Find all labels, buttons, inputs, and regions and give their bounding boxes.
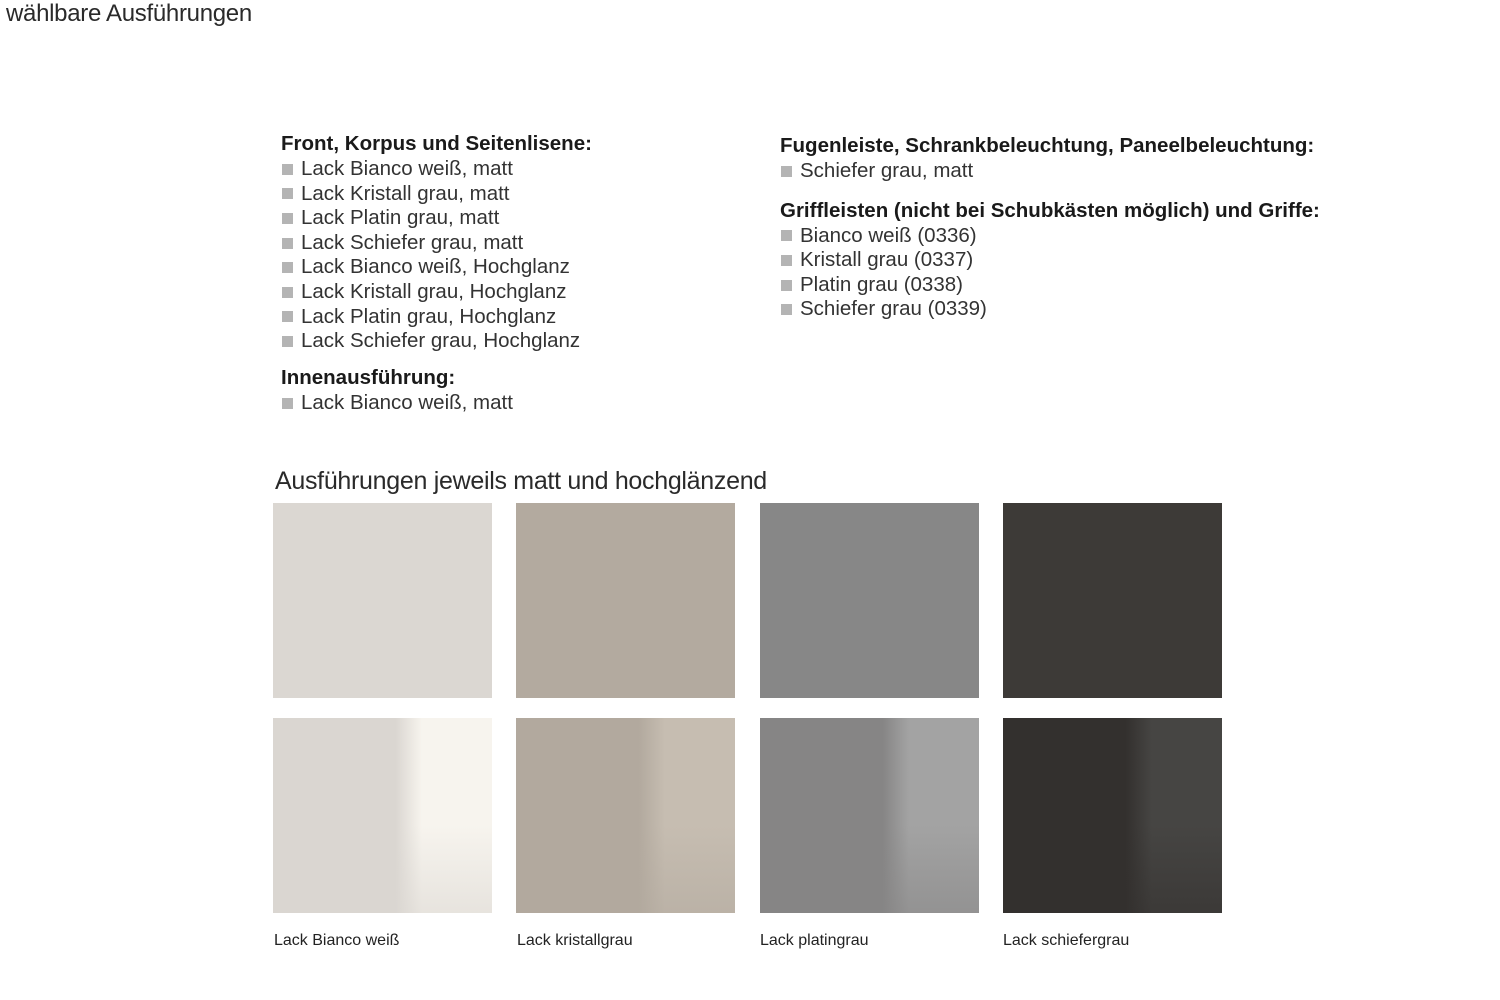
square-bullet-icon — [781, 280, 792, 291]
square-bullet-icon — [282, 311, 293, 322]
swatch-caption: Ausführungen jeweils matt und hochglänzend — [275, 467, 767, 495]
gloss-reflection — [1003, 825, 1222, 913]
option-label: Lack Kristall grau, matt — [301, 181, 510, 205]
section-heading: Fugenleiste, Schrankbeleuchtung, Paneelbeleuchtung: — [780, 134, 1315, 157]
square-bullet-icon — [282, 213, 293, 224]
option-label: Platin grau (0338) — [800, 272, 963, 296]
section-griffleisten — [780, 198, 1420, 322]
list-item — [281, 231, 741, 256]
swatch-schiefer-hochglanz — [1003, 718, 1222, 913]
right-options-column — [780, 133, 1420, 322]
swatch-label-kristall: Lack kristallgrau — [517, 932, 633, 949]
list-item — [780, 159, 1420, 184]
option-label: Schiefer grau, matt — [800, 159, 974, 182]
swatch-label-bianco: Lack Bianco weiß — [274, 932, 400, 949]
gloss-reflection — [760, 825, 979, 913]
section-fugenleiste — [780, 133, 1420, 184]
list-item — [281, 157, 741, 182]
option-label: Lack Kristall grau, Hochglanz — [301, 279, 567, 303]
option-list — [281, 157, 741, 354]
page-title: wählbare Ausführungen — [6, 0, 252, 27]
option-label: Lack Platin grau, Hochglanz — [301, 304, 557, 328]
swatch-platin-hochglanz — [760, 718, 979, 913]
option-label: Schiefer grau (0339) — [800, 297, 987, 321]
list-item — [281, 329, 741, 354]
option-label: Lack Schiefer grau, Hochglanz — [301, 329, 581, 353]
gloss-reflection — [516, 825, 735, 913]
section-front-korpus — [281, 131, 741, 354]
swatch-schiefer-matt — [1003, 503, 1222, 698]
list-item — [281, 182, 741, 207]
section-innenausfuehrung — [281, 365, 741, 416]
gloss-reflection — [273, 825, 492, 913]
list-item — [780, 248, 1420, 273]
section-heading: Front, Korpus und Seitenlisene: — [281, 132, 592, 155]
square-bullet-icon — [781, 304, 792, 315]
left-options-column — [281, 131, 741, 415]
square-bullet-icon — [282, 287, 293, 298]
square-bullet-icon — [781, 166, 792, 177]
square-bullet-icon — [282, 336, 293, 347]
option-label: Lack Schiefer grau, matt — [301, 230, 524, 254]
square-bullet-icon — [282, 238, 293, 249]
swatch-label-platin: Lack platingrau — [760, 932, 869, 949]
option-label: Lack Platin grau, matt — [301, 206, 500, 230]
swatch-bianco-hochglanz — [273, 718, 492, 913]
square-bullet-icon — [781, 230, 792, 241]
swatch-kristall-matt — [516, 503, 735, 698]
square-bullet-icon — [282, 164, 293, 175]
swatch-platin-matt — [760, 503, 979, 698]
option-label: Lack Bianco weiß, matt — [301, 157, 513, 180]
square-bullet-icon — [781, 255, 792, 266]
option-label: Lack Bianco weiß, Hochglanz — [301, 255, 570, 279]
square-bullet-icon — [282, 398, 293, 409]
option-list — [281, 391, 741, 416]
list-item — [780, 273, 1420, 298]
swatch-label-schiefer: Lack schiefergrau — [1003, 932, 1130, 949]
section-heading: Griffleisten (nicht bei Schubkästen möglich) und Griffe: — [780, 198, 1320, 222]
list-item — [780, 297, 1420, 322]
option-list — [780, 224, 1420, 322]
option-label: Lack Bianco weiß, matt — [301, 390, 513, 414]
list-item — [281, 305, 741, 330]
square-bullet-icon — [282, 188, 293, 199]
list-item — [780, 224, 1420, 249]
square-bullet-icon — [282, 262, 293, 273]
option-label: Kristall grau (0337) — [800, 248, 974, 272]
list-item — [281, 255, 741, 280]
swatch-bianco-matt — [273, 503, 492, 698]
option-label: Bianco weiß (0336) — [800, 223, 977, 247]
list-item — [281, 280, 741, 305]
list-item — [281, 206, 741, 231]
option-list — [780, 159, 1420, 184]
swatch-kristall-hochglanz — [516, 718, 735, 913]
list-item — [281, 391, 741, 416]
section-heading: Innenausführung: — [281, 365, 456, 389]
